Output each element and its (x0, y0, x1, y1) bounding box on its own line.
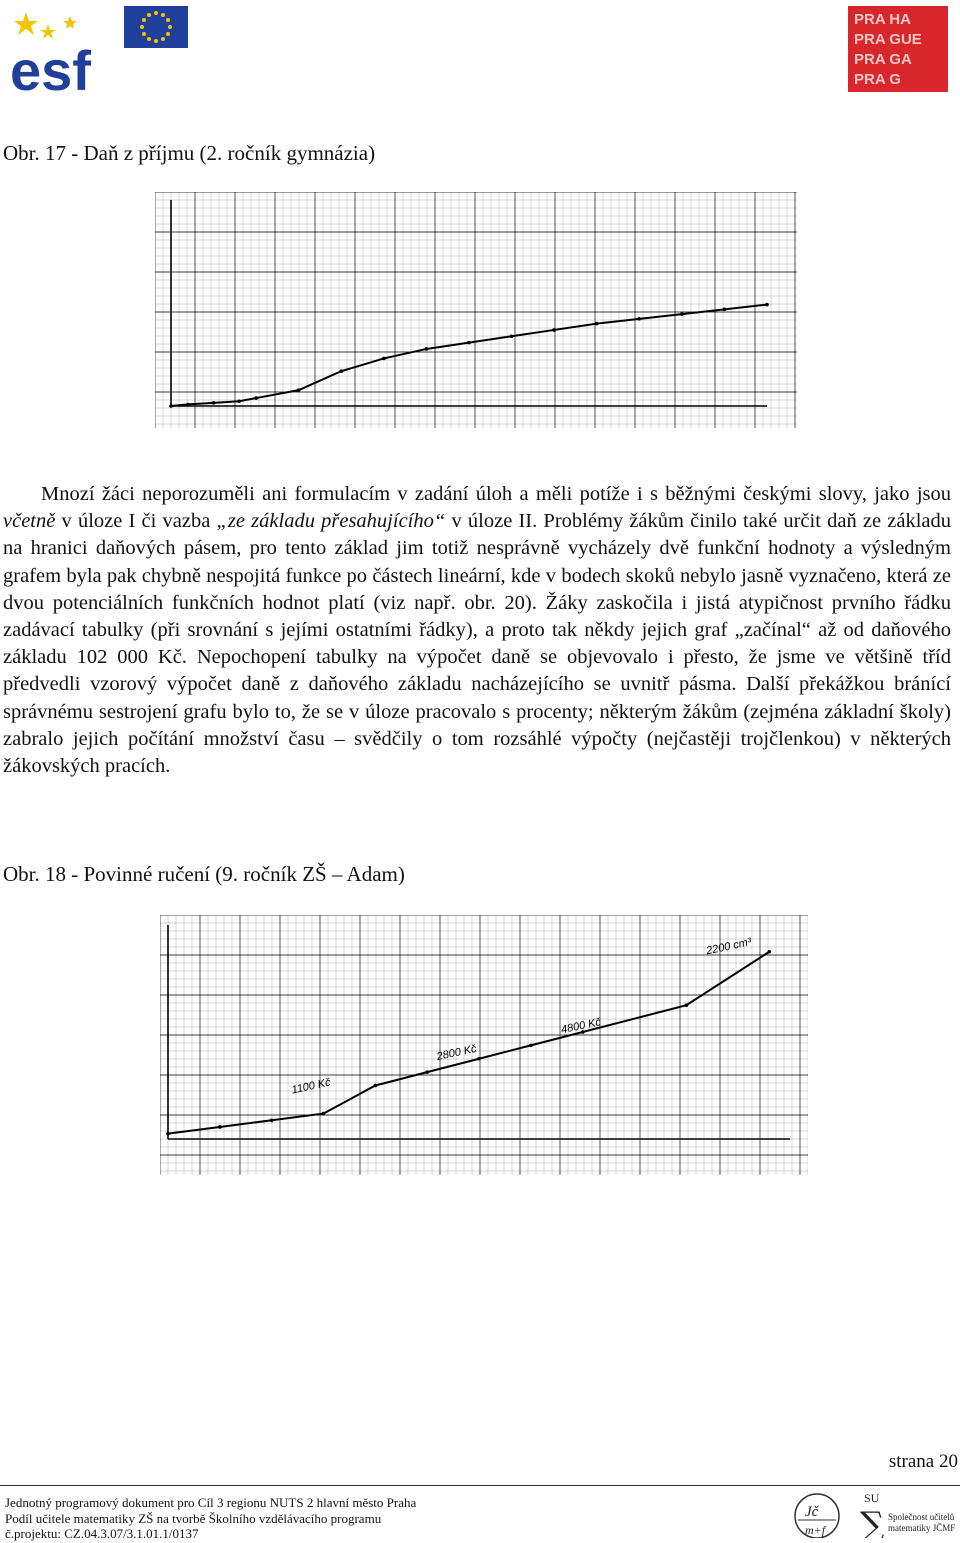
data-point (166, 1132, 170, 1136)
grid (155, 192, 797, 428)
footer-line-1: Jednotný programový dokument pro Cíl 3 regionu NUTS 2 hlavní město Praha (5, 1495, 417, 1510)
chart-annotation: 4800 Kč (560, 1016, 603, 1037)
data-point (212, 401, 216, 405)
data-point (425, 1070, 429, 1074)
jcmf-logo-subtext: m+f (805, 1523, 826, 1537)
paragraph-1-part-a: Mnozí žáci neporozuměli ani formulacím v zadání úloh a měli potíže i s běžnými českými slovy, jako jsou (41, 483, 951, 505)
praha-logo-line-3: PRA GA (854, 51, 912, 68)
su-logo (858, 1490, 958, 1538)
data-point (270, 1118, 274, 1122)
data-point (297, 388, 301, 392)
data-point (322, 1112, 326, 1116)
data-point (529, 1044, 533, 1048)
series-line (171, 305, 767, 406)
data-point (339, 369, 343, 373)
footer-line-2: Podíl učitele matematiky ZŠ na tvorbě Školního vzdělávacího programu (5, 1510, 382, 1526)
chart-annotation: 2200 cm³ (705, 936, 753, 958)
su-logo-subtext-2: matematiky JČMF (888, 1523, 956, 1533)
data-point (767, 950, 771, 954)
data-point (552, 328, 556, 332)
data-point (382, 357, 386, 361)
data-point (169, 404, 173, 408)
footer-text (5, 1495, 416, 1542)
data-point (595, 322, 599, 326)
su-logo-subtext-1: Společnost učitelů (888, 1512, 955, 1522)
su-logo-text: SU (864, 1491, 880, 1505)
praha-logo-line-4: PRA G (854, 71, 901, 88)
data-point (637, 317, 641, 321)
data-point (374, 1084, 378, 1088)
data-point (218, 1125, 222, 1129)
emphasis-vazba: „ze základu přesahujícího“ (216, 510, 446, 533)
figure-18-svg (160, 915, 808, 1175)
data-point (510, 334, 514, 338)
paragraph-1-part-b: v úloze I či vazba (55, 510, 217, 533)
data-point (425, 347, 429, 351)
figure-17-caption: Obr. 17 - Daň z příjmu (2. ročník gymnázia) (3, 141, 376, 165)
sigma-icon: ∑ (860, 1505, 885, 1538)
paragraph-1-part-c: v úloze II. Problémy žákům činilo také určit daň ze základu na hranici daňových pásem, pro tento základ jim totiž nesprávně vycházely dvě funkční hodnoty a výsledným grafem byla pak chybně nespojitá funkce po částech lineární, kde v bodech skoků nebylo jasně vyznačeno, která ze dvou potenciálních funkčních hodnot platí (viz např. obr. 20). Žáky zaskočila i jistá atypičnost prvního řádku zadávací tabulky (při srovnání s jejími ostatními řádky), a proto tak někdy jejich graf „začínal“ až od daňového základu 102 000 Kč. Nepochopení tabulky na výpočet daně se objevovalo i přesto, že jsme ve většině tříd předvedli vzorový výpočet daně z daňového základu nacházejícího se uvnitř pásma. Další překážkou bránící správnému sestrojení grafu bylo to, že se v úloze pracovalo s procenty; některým žákům (zejména základní školy) zabralo jejich počítání množství času – svědčily o tom rozsáhlé výpočty (nejčastěji trojčlenkou) v některých žákovských pracích. (3, 510, 952, 778)
data-point (680, 312, 684, 316)
esf-logo-text: esf (10, 39, 91, 94)
data-point (467, 341, 471, 345)
praha-logo (848, 6, 948, 92)
eu-flag-icon (124, 6, 188, 48)
data-point (186, 403, 190, 407)
jcmf-logo (790, 1490, 844, 1538)
data-point (254, 396, 258, 400)
esf-logo (8, 4, 118, 94)
praha-logo-line-2: PRA GUE (854, 31, 922, 48)
chart-annotation: 1100 Kč (290, 1076, 332, 1097)
jcmf-logo-text: Jč (805, 1504, 819, 1520)
footer-divider (0, 1485, 960, 1486)
data-point (477, 1057, 481, 1061)
page-number: strana 20 (888, 1451, 958, 1472)
data-point (685, 1003, 689, 1007)
paragraph-1 (3, 481, 951, 780)
emphasis-vcetne: včetně (3, 510, 56, 533)
chart-annotation: 2800 Kč (435, 1042, 478, 1064)
figure-18-graph (160, 915, 808, 1175)
data-point (723, 308, 727, 312)
figure-18-caption: Obr. 18 - Povinné ručení (9. ročník ZŠ – Adam) (3, 862, 405, 886)
body-text (3, 481, 951, 780)
praha-logo-line-1: PRA HA (854, 11, 911, 28)
data-point (765, 303, 769, 307)
footer-line-3: č.projektu: CZ.04.3.07/3.1.01.1/0137 (5, 1526, 199, 1541)
data-point (237, 399, 241, 403)
figure-17-svg (155, 192, 797, 428)
figure-17-graph (155, 192, 797, 428)
